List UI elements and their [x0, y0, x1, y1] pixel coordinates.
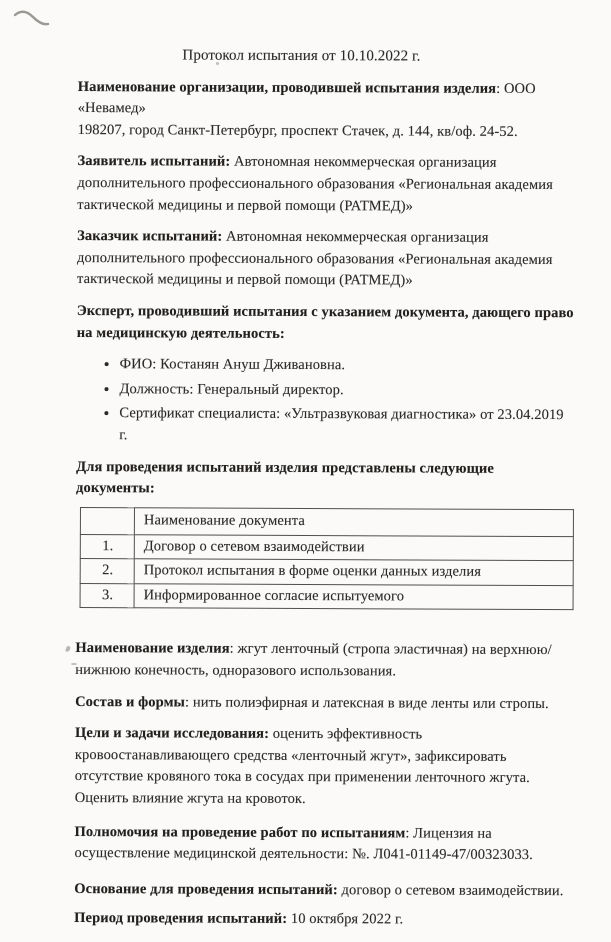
organization-name: : ООО «Невамед»	[77, 80, 536, 117]
paragraph-organization	[78, 77, 575, 144]
expert-fio-item: • ФИО: Костанян Ануш Дживановна.	[120, 354, 574, 378]
paragraph-customer	[77, 226, 574, 293]
table-cell-num: 3.	[80, 583, 134, 608]
scan-speck	[65, 646, 71, 653]
applicant-text: Автономная некоммерческая организация дополнительного профессионального образования «Региональная академия тактической медицины и первой помощи (РАТМЕД)»	[77, 154, 553, 215]
table-row	[80, 583, 573, 610]
period-text: 10 октября 2022 г.	[287, 911, 404, 928]
table-cell-num: 1.	[80, 534, 134, 559]
paragraph-applicant	[77, 151, 574, 218]
authority-label: Полномочия на проведение работ по испытаниям	[74, 823, 406, 842]
expert-certificate-item: • Сертификат специалиста: «Ультразвуковая диагностика» от 23.04.2019 г.	[119, 403, 573, 448]
expert-position-item: • Должность: Генеральный директор.	[119, 379, 573, 403]
goals-label: Цели и задачи исследования:	[74, 725, 270, 743]
table-row	[80, 534, 573, 561]
composition-label: Состав и формы	[75, 693, 186, 711]
composition-text: : нить полиэфирная и латексная в виде ленты или стропы.	[184, 694, 549, 712]
basis-text: договор о сетевом взаимодействии.	[337, 881, 564, 899]
authority-text: : Лицензия на осуществление медицинской деятельности: №. Л041-01149-47/00323033.	[74, 825, 533, 864]
organization-address: 198207, город Санкт-Петербург, проспект Стачек, д. 144, кв/оф. 24-52.	[77, 121, 518, 140]
customer-label: Заказчик испытаний:	[77, 228, 223, 245]
expert-details-list	[76, 354, 573, 449]
paragraph-goals	[75, 723, 572, 812]
paragraph-composition	[75, 692, 572, 716]
document-title: Протокол испытания от 10.10.2022 г.	[182, 47, 421, 65]
table-row	[80, 559, 573, 586]
documents-table	[80, 507, 574, 611]
table-header-row	[80, 507, 573, 536]
paragraph-product	[75, 638, 572, 683]
table-header-empty-cell	[80, 507, 134, 534]
basis-label: Основание для проведения испытаний:	[74, 880, 338, 898]
period-label: Период проведения испытаний:	[74, 910, 288, 928]
table-cell-num: 2.	[80, 559, 134, 584]
table-cell-name: Информированное согласие испытуемого	[134, 584, 573, 611]
pen-stroke-mark	[13, 9, 51, 31]
product-text: : жгут ленточный (стропа эластичная) на верхнюю/нижнюю конечность, одноразового использования.	[75, 641, 552, 680]
paragraph-period	[74, 908, 571, 932]
goals-text: оценить эффективность кровоостанавливающего средства «ленточный жгут», зафиксировать отсутствие кровяного тока в сосудах при применении ленточного жгута. Оценить влияние жгута на кровоток.	[74, 726, 530, 808]
table-cell-name: Протокол испытания в форме оценки данных изделия	[134, 559, 573, 586]
table-cell-name: Договор о сетевом взаимодействии	[134, 534, 573, 561]
product-label: Наименование изделия	[75, 640, 230, 658]
applicant-label: Заявитель испытаний:	[77, 153, 231, 171]
documents-heading: Для проведения испытаний изделия представлены следующие документы:	[76, 458, 494, 497]
paragraph-authority	[74, 822, 571, 867]
organization-label: Наименование организации, проводившей испытания изделия	[77, 78, 497, 97]
customer-text: Автономная некоммерческая организация дополнительного профессионального образования «Региональная академия тактической медицины и первой помощи (РАТМЕД)»	[76, 228, 553, 289]
paragraph-expert-heading	[77, 301, 574, 346]
table-header-name-cell: Наименование документа	[134, 507, 573, 536]
expert-heading-label: Эксперт, проводивший испытания с указанием документа, дающего право на медицинскую деятельность:	[76, 302, 574, 342]
scanned-document-page	[74, 45, 575, 942]
paragraph-basis	[74, 879, 571, 903]
